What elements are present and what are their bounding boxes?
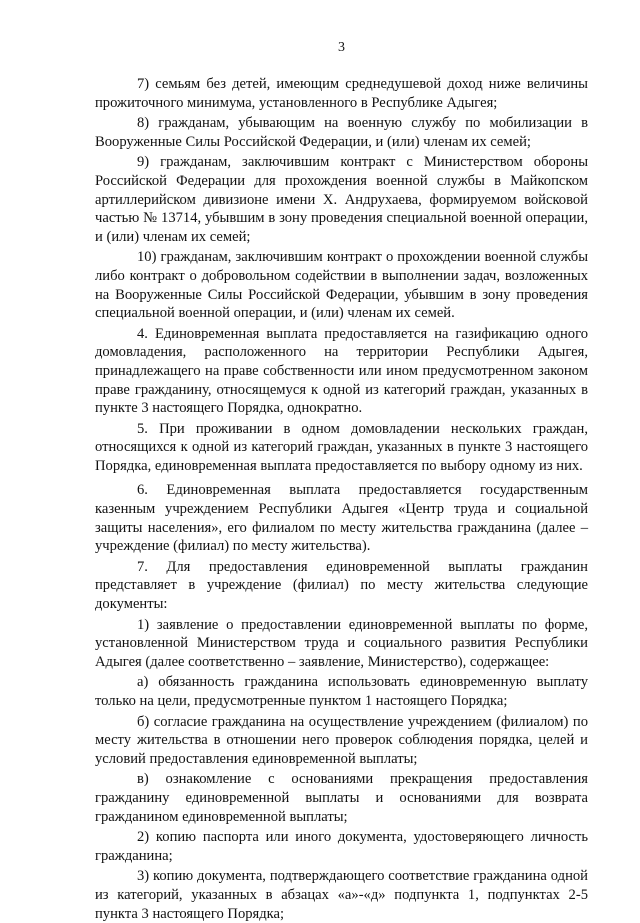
paragraph-clause-5: 5. При проживании в одном домовладении нескольких граждан, относящихся к одной из категорий граждан, указанных в пункте 3 настоящего Порядка, единовременная выплата предоставляется по выбору одному из них. — [95, 420, 588, 474]
paragraph-clause-7: 7. Для предоставления единовременной выплаты гражданин представляет в учреждение (филиал) по месту жительства следующие документы: — [95, 558, 588, 613]
paragraph-item-8: 8) гражданам, убывающим на военную службу по мобилизации в Вооруженные Силы Российской Федерации, и (или) членам их семей; — [95, 115, 588, 150]
paragraph-item-7: 7) семьям без детей, имеющим среднедушевой доход ниже величины прожиточного минимума, установленного в Республике Адыгея; — [95, 76, 588, 111]
paragraph-subclause-3: 3) копию документа, подтверждающего соответствие гражданина одной из категорий, указанных в абзацах «а»-«д» подпункта 1, подпунктах 2-5 пункта 3 настоящего Порядка; — [95, 868, 588, 922]
paragraph-subclause-2: 2) копию паспорта или иного документа, удостоверяющего личность гражданина; — [95, 829, 588, 864]
paragraph-subclause-1: 1) заявление о предоставлении единовременной выплаты по форме, установленной Министерством труда и социального развития Республики Адыгея (далее соответственно – заявление, Министерство), содержащее: — [95, 616, 588, 670]
paragraph-clause-4: 4. Единовременная выплата предоставляется на газификацию одного домовладения, расположенного на территории Республики Адыгея, принадлежащего на праве собственности или ином предусмотренном законом праве гражданину, относящемуся к одной из категорий граждан, указанных в пункте 3 настоящего Порядка, однократно. — [95, 325, 588, 417]
paragraph-subclause-b: б) согласие гражданина на осуществление учреждением (филиалом) по месту жительства в отношении него проверок соблюдения порядка, целей и условий предоставления единовременной выплаты; — [95, 713, 588, 767]
paragraph-item-9: 9) гражданам, заключившим контракт с Министерством обороны Российской Федерации для прохождения военной службы в Майкопском артиллерийском дивизионе имени Х. Андрухаева, формируемом войсковой частью № 13714, убывшим в зону проведения специальной военной операции, и (или) членам их семей; — [95, 154, 588, 245]
paragraph-clause-6: 6. Единовременная выплата предоставляется государственным казенным учреждением Республики Адыгея «Центр труда и социальной защиты населения», его филиалом по месту жительства гражданина (далее – учреждение (филиал) по месту жительства). — [95, 482, 588, 555]
paragraph-subclause-a: а) обязанность гражданина использовать единовременную выплату только на цели, предусмотренные пунктом 1 настоящего Порядка; — [95, 674, 588, 709]
paragraph-item-10: 10) гражданам, заключившим контракт о прохождении военной службы либо контракт о добровольном содействии в выполнении задач, возложенных на Вооруженные Силы Российской Федерации, убывшим в зону проведения специальной военной операции, и (или) членам их семей. — [95, 249, 588, 322]
paragraph-subclause-v: в) ознакомление с основаниями прекращения предоставления гражданину единовременной выплаты и основаниями для возврата гражданином единовременной выплаты; — [95, 771, 588, 825]
document-body — [95, 75, 588, 923]
page-number: 3 — [338, 40, 345, 55]
